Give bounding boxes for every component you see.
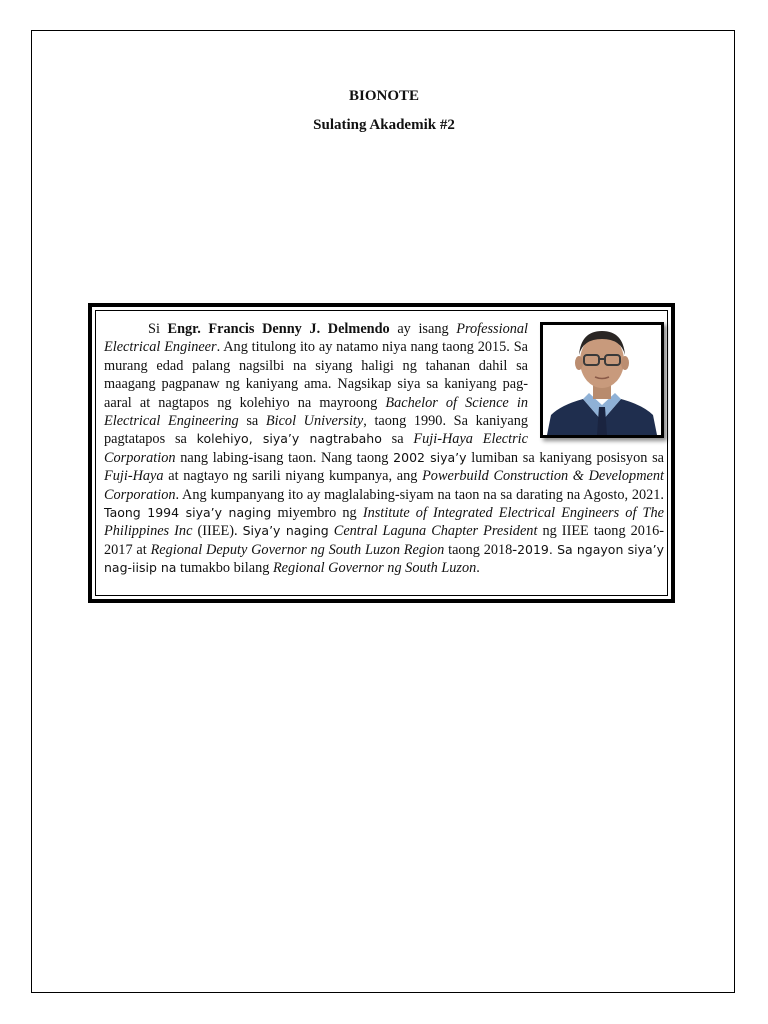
bio-text: Siya’y naging — [242, 523, 329, 539]
bio-text: (IIEE). — [192, 523, 243, 540]
bionote-paragraph — [104, 320, 664, 578]
portrait-photo — [540, 322, 664, 438]
subject-name: Engr. Francis Denny J. Delmendo — [167, 321, 390, 337]
bio-text: 2002 siya’y — [393, 449, 467, 465]
bio-text: 2019. Sa ngayon siya’y nag-iisip na — [104, 541, 664, 576]
bio-text: sa — [238, 413, 266, 430]
bio-text: at nagtayo ng sarili niyang kumpanya, ang — [163, 468, 423, 485]
document-title: BIONOTE — [348, 88, 420, 104]
bio-text: . — [476, 560, 480, 577]
emphasis-text: Bachelor of Science in Electrical Engineering — [104, 394, 528, 430]
bionote-frame — [88, 303, 675, 603]
emphasis-text: Central Laguna Chapter President — [333, 523, 538, 540]
document-subtitle: Sulating Akademik #2 — [313, 117, 455, 133]
emphasis-text: Fuji-Haya Electric Corporation — [104, 431, 528, 466]
bionote-inner-border — [95, 310, 668, 596]
bio-text: kolehiyo, siya’y nagtrabaho — [196, 431, 382, 447]
bio-text: ay isang — [389, 321, 457, 337]
bio-text: miyembro ng — [271, 505, 363, 522]
emphasis-text: Regional Deputy Governor ng South Luzon Region — [150, 541, 445, 558]
emphasis-text: Regional Governor ng South Luzon — [272, 560, 477, 577]
portrait-illustration — [543, 325, 661, 435]
emphasis-text: Bicol University — [265, 413, 364, 430]
bio-text: ng IIEE taong 2016-2017 at — [104, 523, 664, 558]
bio-text: . Ang titulong ito ay natamo niya nang taong 2015. Sa murang edad palang nagsilbi na siyang haligi ng tahanan dahil sa maagang pagpanaw ng kaniyang ama. Nagsikap siya sa kaniyang pag-aaral at nagtapos ng kolehiyo na mayroong — [104, 339, 528, 411]
bio-text: sa — [381, 431, 414, 448]
bio-text: Si — [148, 321, 168, 337]
emphasis-text: Fuji-Haya — [104, 468, 164, 485]
bio-text: lumiban sa kaniyang posisyon sa — [466, 449, 664, 466]
emphasis-text: Professional Electrical Engineer — [104, 321, 528, 356]
bio-text: tumakbo bilang — [176, 560, 273, 577]
bio-text: nang labing-isang taon. Nang taong — [175, 449, 394, 466]
emphasis-text: Institute of Integrated Electrical Engineers of The Philippines Inc — [104, 505, 664, 540]
bio-text: Taong 1994 siya’y naging — [104, 505, 272, 521]
bio-text: , taong 1990. Sa kaniyang pagtatapos sa — [104, 413, 528, 448]
emphasis-text: Powerbuild Construction & Development Corporation — [104, 468, 664, 503]
bio-text: . Ang kumpanyang ito ay maglalabing-siyam na taon na sa darating na Agosto, 2021. — [175, 486, 664, 503]
bio-text: taong 2018- — [444, 541, 518, 558]
